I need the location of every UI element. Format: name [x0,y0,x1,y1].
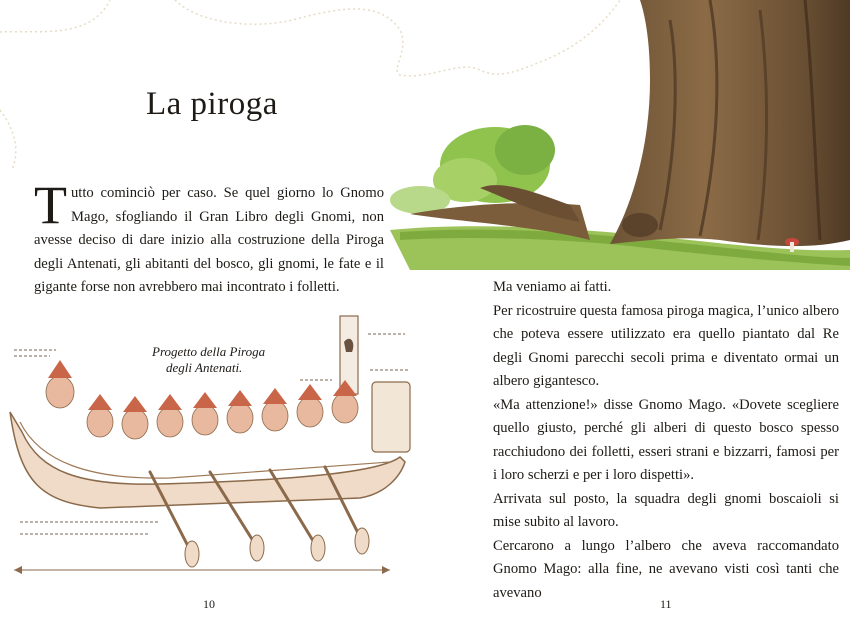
right-paragraph: Per ricostruire questa famosa piroga magica, l’unico albero che poteva essere utilizzato era quello piantato dal Re degli Gnomi parecchi secoli prima e diventato ormai un albero gigantesco. [493,302,839,389]
page-number-left: 10 [203,597,215,611]
right-paragraph: Arrivata sul posto, la squadra degli gnomi boscaioli si mise subito al lavoro. [493,490,839,530]
drop-cap: T [34,175,67,235]
right-paragraph: Ma veniamo ai fatti. [493,279,612,295]
right-paragraph: Cercarono a lungo l’albero che aveva raccomandato Gnomo Mago: alla fine, ne avevano visti così tanti che avevano [493,537,839,601]
right-text-column [493,276,839,605]
left-paragraph [34,175,384,300]
page-number-right: 11 [660,597,672,611]
right-paragraph: «Ma attenzione!» disse Gnomo Mago. «Dovete scegliere quello giusto, perché gli alberi di questo bosco spesso racchiudono dei folletti, esseri strani e bizzarri, famosi per i loro scherzi e per i loro dispetti». [493,396,839,483]
tree-illustration [350,0,850,270]
left-paragraph-text: utto cominciò per caso. Se quel giorno lo Gnomo Mago, sfogliando il Gran Libro degli Gnomi, non avesse deciso di dare inizio alla costruzione della Piroga degli Antenati, gli abitanti del bosco, gli gnomi, le fate e il gigante forse non avrebbero mai incontrato i folletti. [34,185,384,295]
illustration-caption [152,344,282,376]
chapter-title: La piroga [146,86,278,122]
caption-line-1: Progetto della Piroga [152,344,266,359]
caption-line-2: degli Antenati. [166,360,243,375]
